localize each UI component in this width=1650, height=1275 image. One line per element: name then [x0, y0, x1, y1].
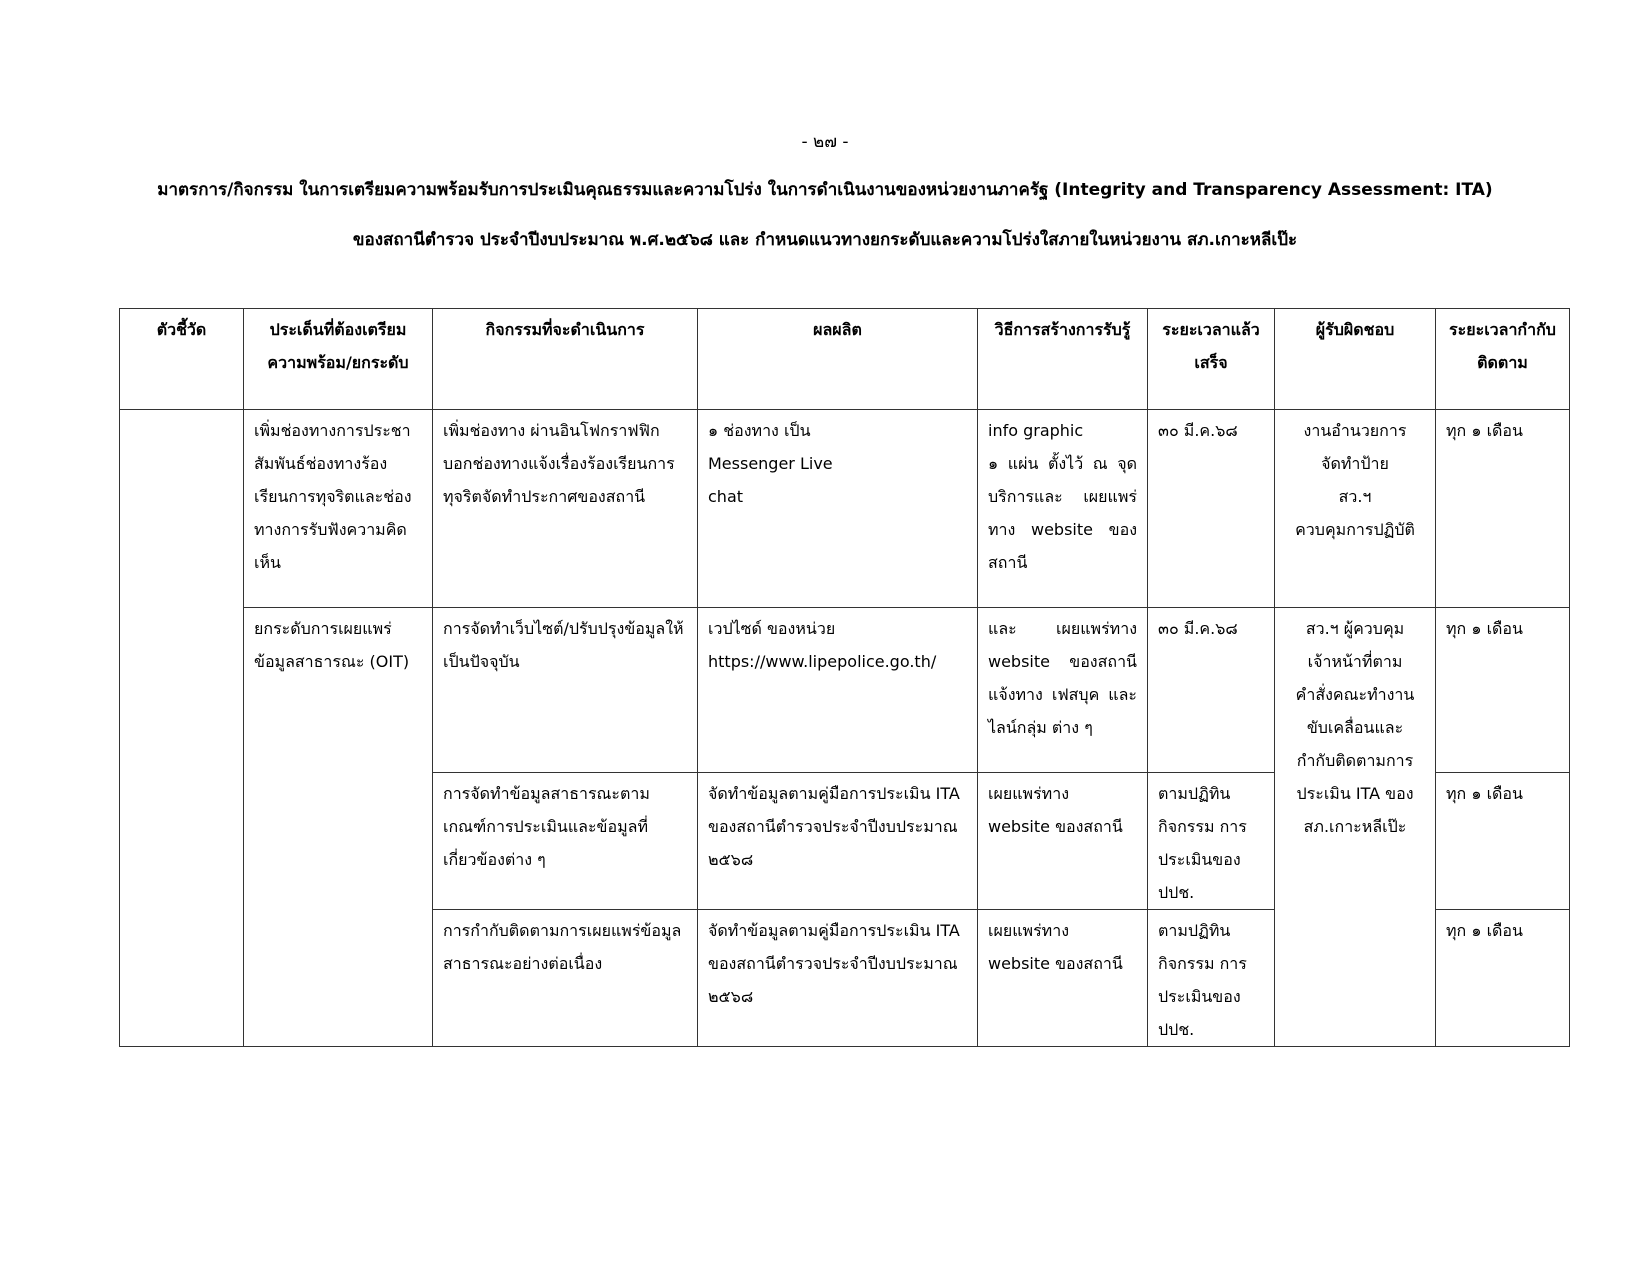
- awareness-cell: เผยแพร่ทาง website ของสถานี: [978, 773, 1148, 910]
- table-row: [120, 608, 1570, 773]
- output-cell: จัดทำข้อมูลตามคู่มือการประเมิน ITA ของสถานีตำรวจประจำปีงบประมาณ ๒๕๖๘: [698, 773, 978, 910]
- responsible-cell: งานอำนวยการ จัดทำป้าย สว.ฯ ควบคุมการปฏิบัติ: [1275, 410, 1436, 608]
- deadline-cell: ๓๐ มี.ค.๖๘: [1148, 410, 1275, 608]
- document-subtitle: ของสถานีตำรวจ ประจำปีงบประมาณ พ.ศ.๒๕๖๘ และ กำหนดแนวทางยกระดับและความโปร่งใสภายในหน่วยงาน สภ.เกาะหลีเป๊ะ: [352, 230, 1298, 250]
- issue-cell: ยกระดับการเผยแพร่ข้อมูลสาธารณะ (OIT): [244, 608, 433, 1047]
- header-activity: กิจกรรมที่จะดำเนินการ: [433, 309, 698, 410]
- document-title: มาตรการ/กิจกรรม ในการเตรียมความพร้อมรับการประเมินคุณธรรมและความโปร่ง ในการดำเนินงานของหน่วยงานภาครัฐ (Integrity and Transparency Assessment: ITA): [157, 180, 1493, 200]
- header-monitoring: ระยะเวลากำกับติดตาม: [1436, 309, 1570, 410]
- activity-cell: การจัดทำเว็บไซต์/ปรับปรุงข้อมูลให้เป็นปัจจุบัน: [433, 608, 698, 773]
- responsible-cell: สว.ฯ ผู้ควบคุม เจ้าหน้าที่ตาม คำสั่งคณะทำงาน ขับเคลื่อนและ กำกับติดตามการ ประเมิน ITA ของ สภ.เกาะหลีเป๊ะ: [1275, 608, 1436, 1047]
- activity-cell: การกำกับติดตามการเผยแพร่ข้อมูลสาธารณะอย่างต่อเนื่อง: [433, 910, 698, 1047]
- header-indicator: ตัวชี้วัด: [120, 309, 244, 410]
- header-awareness: วิธีการสร้างการรับรู้: [978, 309, 1148, 410]
- header-responsible: ผู้รับผิดชอบ: [1275, 309, 1436, 410]
- monitoring-cell: ทุก ๑ เดือน: [1436, 910, 1570, 1047]
- monitoring-cell: ทุก ๑ เดือน: [1436, 773, 1570, 910]
- header-deadline: ระยะเวลาแล้วเสร็จ: [1148, 309, 1275, 410]
- page-number: - ๒๗ -: [801, 132, 849, 152]
- activity-cell: เพิ่มช่องทาง ผ่านอินโฟกราฟฟิกบอกช่องทางแจ้งเรื่องร้องเรียนการทุจริตจัดทำประกาศของสถานี: [433, 410, 698, 608]
- ita-measures-table: [119, 308, 1570, 1047]
- awareness-cell: เผยแพร่ทาง website ของสถานี: [978, 910, 1148, 1047]
- deadline-cell: ตามปฏิทิน กิจกรรม การประเมินของ ปปช.: [1148, 910, 1275, 1047]
- monitoring-cell: ทุก ๑ เดือน: [1436, 608, 1570, 773]
- table-header-row: [120, 309, 1570, 410]
- indicator-cell: [120, 410, 244, 1047]
- table-row: [120, 410, 1570, 608]
- header-output: ผลผลิต: [698, 309, 978, 410]
- header-issue: ประเด็นที่ต้องเตรียมความพร้อม/ยกระดับ: [244, 309, 433, 410]
- output-cell: จัดทำข้อมูลตามคู่มือการประเมิน ITA ของสถานีตำรวจประจำปีงบประมาณ ๒๕๖๘: [698, 910, 978, 1047]
- output-cell: เวปไซด์ ของหน่วย https://www.lipepolice.go.th/: [698, 608, 978, 773]
- issue-cell: เพิ่มช่องทางการประชา สัมพันธ์ช่องทางร้อง เรียนการทุจริตและช่องทางการรับฟังความคิดเห็น: [244, 410, 433, 608]
- monitoring-cell: ทุก ๑ เดือน: [1436, 410, 1570, 608]
- awareness-cell: และ เผยแพร่ทาง website ของสถานี แจ้งทาง เฟสบุค และ ไลน์กลุ่ม ต่าง ๆ: [978, 608, 1148, 773]
- activity-cell: การจัดทำข้อมูลสาธารณะตามเกณฑ์การประเมินและข้อมูลที่เกี่ยวข้องต่าง ๆ: [433, 773, 698, 910]
- deadline-cell: ๓๐ มี.ค.๖๘: [1148, 608, 1275, 773]
- deadline-cell: ตามปฏิทิน กิจกรรม การประเมินของ ปปช.: [1148, 773, 1275, 910]
- awareness-cell: info graphic ๑ แผ่น ตั้งไว้ ณ จุดบริการและ เผยแพร่ทาง website ของสถานี: [978, 410, 1148, 608]
- output-cell: ๑ ช่องทาง เป็น Messenger Live chat: [698, 410, 978, 608]
